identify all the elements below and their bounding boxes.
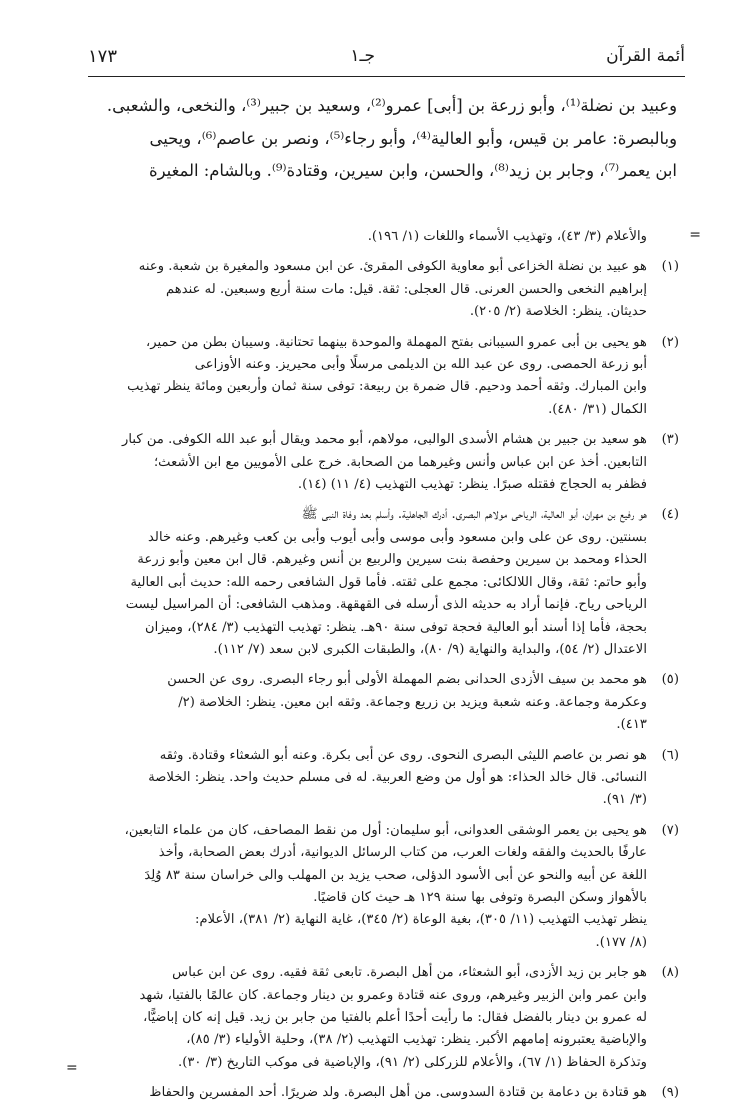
footnote-number: (٥) [661, 672, 679, 688]
continuation-text: والأعلام (٣/ ٤٣)، وتهذيب الأسماء واللغات (١/ ١٩٦). [367, 229, 647, 244]
footnote-line: هو جابر بن زيد الأزدى، أبو الشعثاء، من أهل البصرة. تابعى ثقة فقيه. روى عن ابن عباس [172, 965, 647, 981]
footnote-5 [100, 669, 679, 736]
continuation-mark: = [689, 227, 701, 243]
footnote-line: حديثان. ينظر: الخلاصة (٢/ ٢٠٥). [469, 304, 647, 320]
footnote-line: هو سعيد بن جبير بن هشام الأسدى الوالبى، مولاهم، أبو محمد ويقال أبو عبد الله الكوفى. من كبار [122, 432, 647, 448]
footnote-line: وأبو حاتم: ثقة، وقال اللالكائى: مجمع على ثقته. فأما قول الشافعى رحمه الله: حديث أبى العالية [130, 574, 647, 590]
footnote-line: عارفًا بالحديث والفقه ولغات العرب، من كتاب الرسائل الديوانية، أدرك بعض الصحابة، وأخذ [158, 845, 647, 861]
footnote-number: (٧) [661, 822, 679, 838]
footnote-line: النسائى. قال خالد الحذاء: هو أول من وضع العربية. له فى مسلم حديث واحد. ينظر: الخلاصة [148, 769, 647, 785]
footnote-8 [100, 962, 679, 1074]
footnote-9 [100, 1082, 679, 1104]
footnote-line: فظفر به الحجاج فقتله صبرًا. ينظر: تهذيب التهذيب (٤/ ١١) (١٤). [297, 477, 647, 493]
footnote-line: الحذاء ومحمد بن سيرين وحفصة بنت سيرين والربيع بن أنس وغيرهم. قال ابن معين وأبو زرعة [137, 552, 647, 568]
footnote-7 [100, 820, 679, 954]
page-number: ١٧٣ [88, 46, 118, 67]
footnote-line: الرياحى رياح. فإنما أراد به حديثه الذى أرسله فى القهقهة. ومذهب الشافعى: أن المراسيل ليست [125, 597, 647, 613]
footnote-number: (٤) [661, 507, 679, 523]
footnote-line: هو يحيى بن أبى عمرو السيبانى بفتح المهملة والموحدة بينهما تحتانية. وسيبان بطن من حمير، [145, 334, 647, 350]
running-header [88, 42, 685, 72]
footnote-line: الكمال (٣١/ ٤٨٠). [548, 401, 647, 417]
footnote-line: بالأهواز وسكن البصرة وتوفى بها سنة ١٢٩ هـ حيث كان قاضيًا. [313, 889, 647, 905]
footnote-number: (٣) [661, 432, 679, 448]
footnote-line: هو رفيع بن مهران، أبو العالية، الرياحى مولاهم البصرى. أدرك الجاهلية. وأسلم بعد وفاة النبى ﷺ [301, 507, 647, 523]
footnote-line: وابن المبارك. وثقه أحمد ودحيم. قال ضمرة بن ربيعة: توفى سنة ثمان وأربعين ومائة ينظر تهذيب [127, 379, 647, 395]
footnote-line: أبو زرعة الحمصى. روى عن عبد الله بن الديلمى مرسلًا وأبى محيريز. وعنه الأوزاعى [194, 357, 647, 373]
running-title: أئمة القرآن [606, 46, 685, 66]
main-text-line: ابن يعمر⁽⁷⁾، وجابر بن زيد⁽⁸⁾، والحسن، وابن سيرين، وقتادة⁽⁹⁾. وبالشام: المغيرة [149, 161, 677, 180]
footnote-line: وعكرمة وجماعة. وعنه شعبة ويزيد بن زريع وجماعة. وثقه ابن معين. ينظر: الخلاصة (٢/ [178, 694, 647, 710]
footnote-line: وابن عمر وابن الزبير وغيرهم، وروى عنه قتادة وعمرو بن دينار وجماعة. كان عالمًا بالفتيا، شهد [139, 987, 647, 1003]
footnote-line: بحجة، فأما إذا أسند أبو العالية فحجة توفى سنة ٩٠هـ. ينظر: تهذيب التهذيب (٣/ ٢٨٤)، وميزان [144, 619, 647, 635]
footnote-line: بسنتين. روى عن على وابن مسعود وأبى موسى وأبى أيوب وأبى بن كعب وغيرهم. وعنه خالد [148, 529, 647, 545]
footnote-line: إبراهيم النخعى والحسن العرنى. قال العجلى: ثقة. قيل: مات سنة أربع وسبعين. له عندهم [165, 281, 647, 297]
volume-label: جـ١ [350, 46, 375, 66]
footnote-line: التابعين. أخذ عن ابن عباس وأنس وغيرهما من الصحابة. خرج على الأمويين مع ابن الأشعث؛ [153, 454, 647, 470]
footnote-line: هو قتادة بن دعامة بن قتادة السدوسى. من أهل البصرة. ولد ضريرًا. أحد المفسرين والحفاظ [149, 1085, 647, 1101]
footnote-line: وتذكرة الحفاظ (١/ ٦٧)، والأعلام للزركلى (٢/ ٩١)، والإباضية فى موكب التاريخ (٣/ ٣٠). [178, 1054, 647, 1070]
footnote-number: (٨) [661, 965, 679, 981]
footnote-number: (٩) [661, 1085, 679, 1101]
footnote-6 [100, 745, 679, 812]
footnote-line: هو محمد بن سيف الأزدى الحدانى بضم المهملة الأولى أبو رجاء البصرى. روى عن الحسن [167, 672, 647, 688]
footnote-line: والإباضية يعتبرونه إمامهم الأكبر. ينظر: تهذيب التهذيب (٢/ ٣٨)، وحلية الأولياء (٣/ ٨٥)، [186, 1032, 647, 1048]
footnote-line: (٨/ ١٧٧). [595, 934, 647, 950]
footnote-continuation [100, 226, 701, 248]
footnote-line: الاعتدال (٢/ ٥٤)، والبداية والنهاية (٩/ ٨٠)، والطبقات الكبرى لابن سعد (٧/ ١١٢). [213, 641, 647, 657]
footnote-number: (٦) [661, 747, 679, 763]
footnote-line: هو عبيد بن نضلة الخزاعى أبو معاوية الكوفى المقرئ. عن ابن مسعود والمغيرة بن شعبة. وعنه [138, 259, 647, 275]
end-continuation-mark: = [66, 1060, 78, 1076]
footnote-4 [100, 504, 679, 661]
footnote-line: له عمرو بن دينار بالفضل فقال: ما رأيت أحدًا أعلم بالفتيا من جابر بن زيد. قيل إنه كان إباضيًّا، [143, 1010, 647, 1025]
footnotes [100, 226, 701, 1113]
footnote-1 [100, 256, 679, 323]
footnote-line: ٤١٣). [616, 717, 647, 733]
footnote-number: (٢) [661, 334, 679, 350]
footnote-number: (١) [661, 259, 679, 275]
footnote-line: اللغة عن أبيه والنحو عن أبى الأسود الدؤلى، صحب يزيد بن المهلب والى خراسان سنة ٨٣ وُلِدَ [144, 867, 647, 883]
footnote-line: هو نصر بن عاصم الليثى البصرى النحوى. روى عن أبى بكرة. وعنه أبو الشعثاء وقتادة. وثقه [159, 747, 647, 763]
footnote-line: ينظر تهذيب التهذيب (١١/ ٣٠٥)، بغية الوعاة (٢/ ٣٤٥)، غاية النهاية (٢/ ٣٨١)، الأعلام: [195, 912, 647, 928]
footnote-line: هو يحيى بن يعمر الوشقى العدوانى، أبو سليمان: أول من نقط المصاحف، كان من علماء التابعين، [124, 822, 647, 838]
main-text-line: وبالبصرة: عامر بن قيس، وأبو العالية⁽⁴⁾، وأبو رجاء⁽⁵⁾، ونصر بن عاصم⁽⁶⁾، ويحيى [149, 128, 677, 148]
main-text-line: وعبيد بن نضلة⁽¹⁾، وأبو زرعة بن [أبى] عمرو⁽²⁾، وسعيد بن جبير⁽³⁾، والنخعى، والشعبى. [106, 96, 677, 115]
header-divider [88, 76, 685, 77]
footnote-line: (٣/ ٩١). [602, 792, 647, 808]
main-text [96, 90, 677, 188]
footnote-2 [100, 332, 679, 422]
footnote-3 [100, 429, 679, 496]
